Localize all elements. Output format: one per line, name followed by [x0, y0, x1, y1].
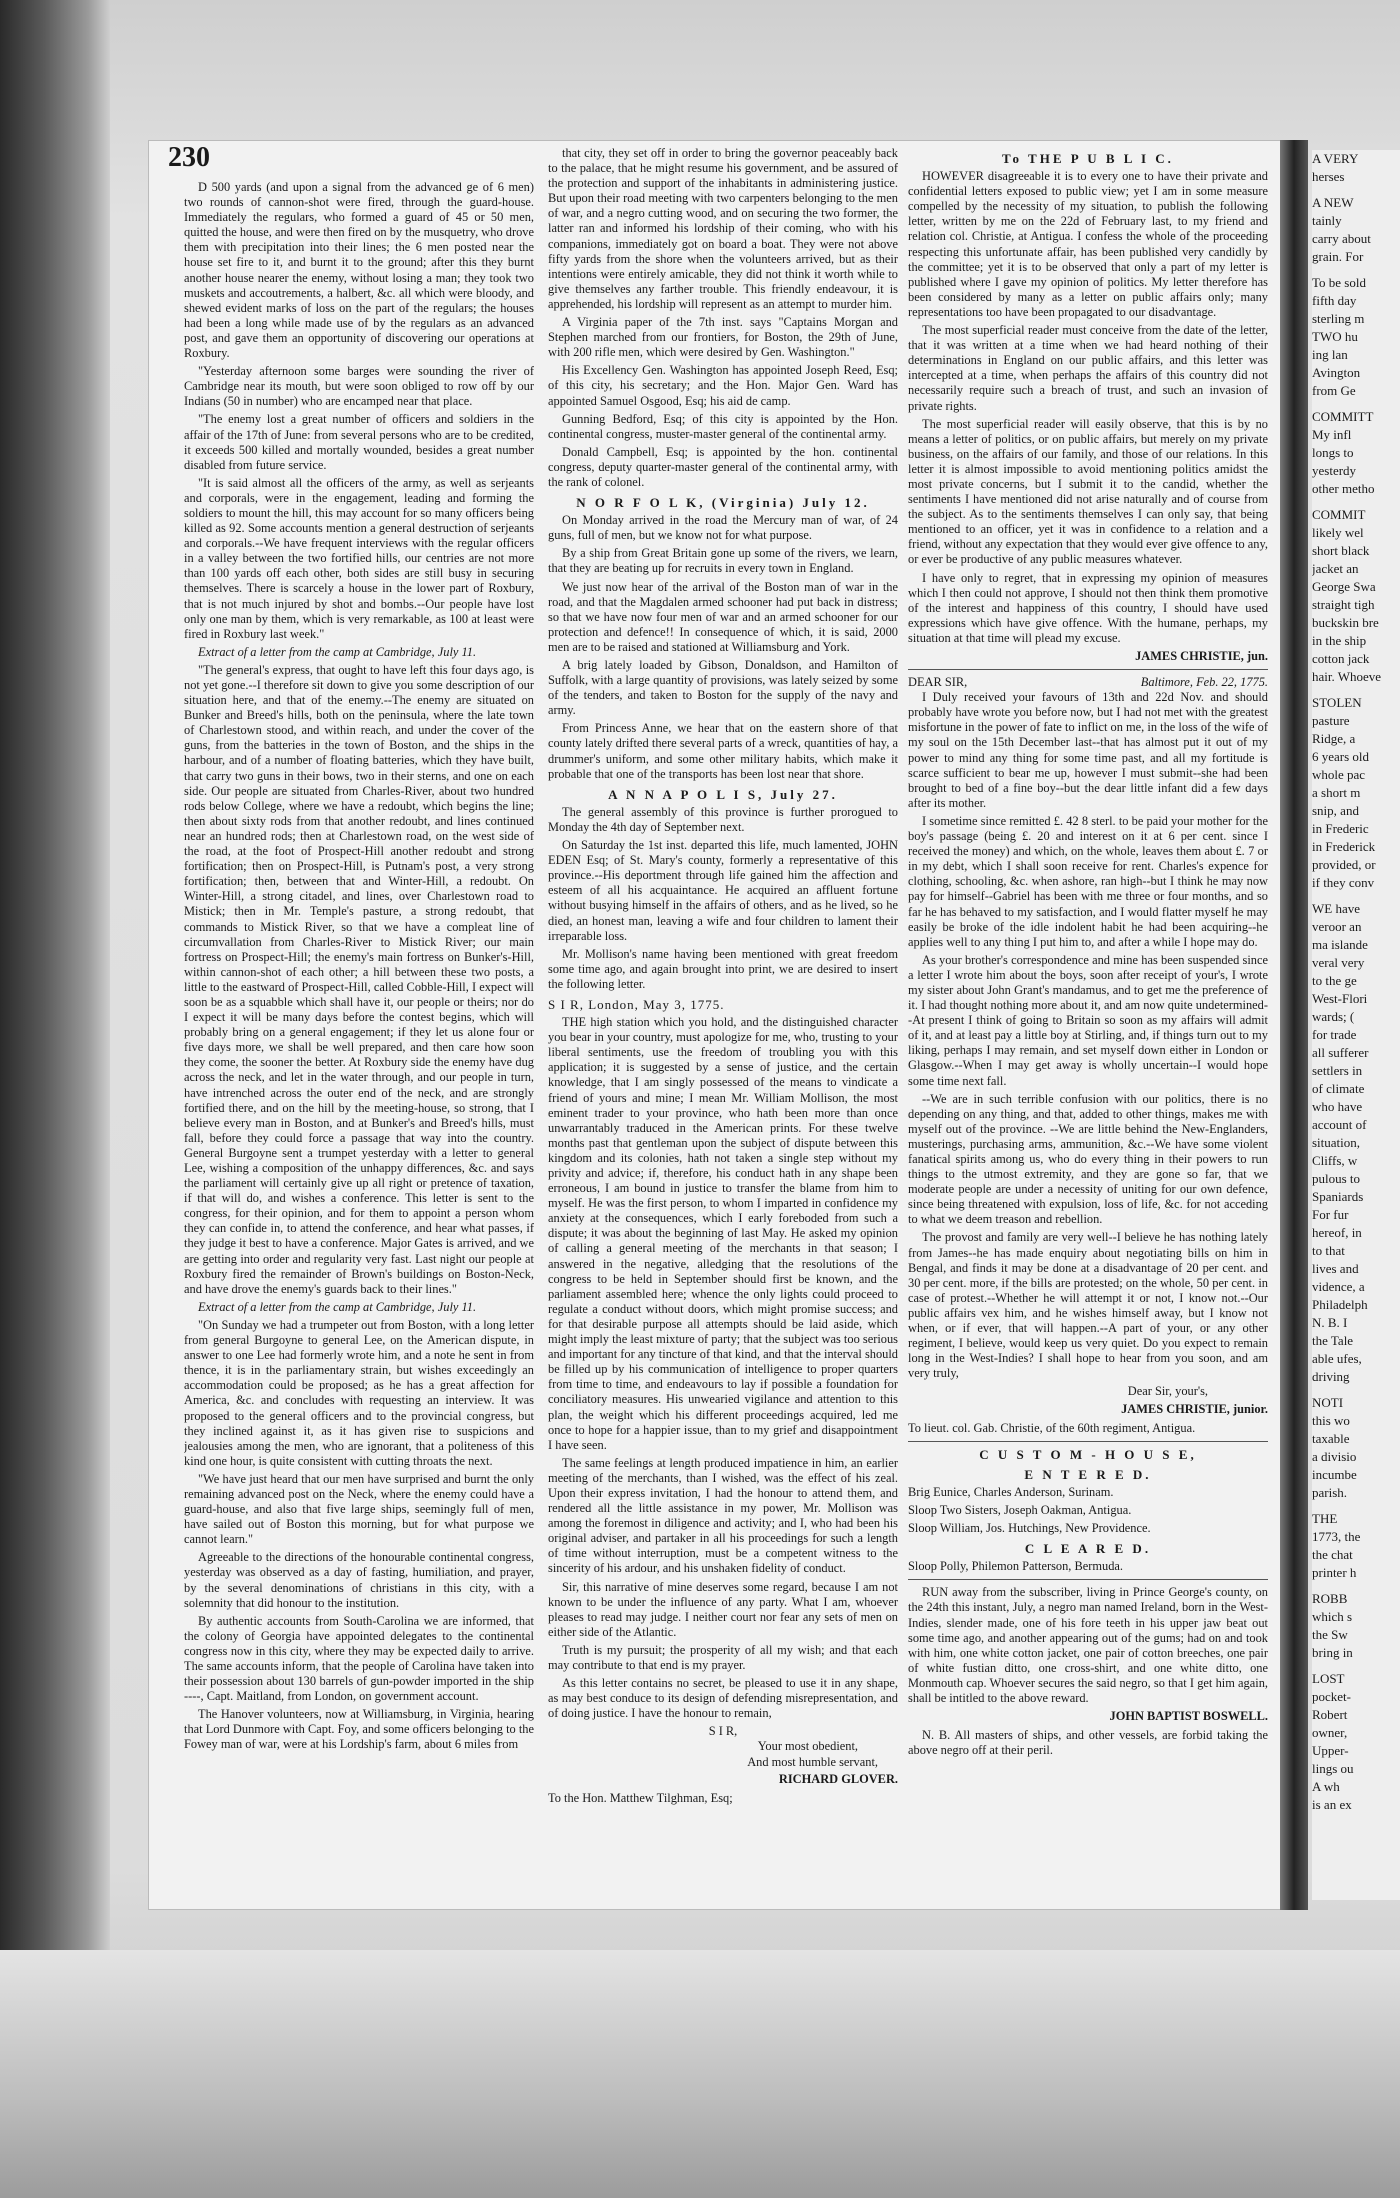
list-item: Brig Eunice, Charles Anderson, Surinam.	[908, 1484, 1114, 1499]
edge-fragment: vidence, a	[1312, 1279, 1365, 1294]
cleared-heading: C L E A R E D.	[1024, 1541, 1152, 1557]
paragraph: On Saturday the 1st inst. departed this life, much lamented, JOHN EDEN Esq; of St. Mary's county, formerly a representative of this province.--His deportment through life gained him the affection and esteem of all his acquaintance. He acquired an affluent fortune without busying himself in the affairs of others, and as he lived, so he died, an honest man, leaving a wife and four children to lament their irreparable loss.	[548, 838, 898, 943]
edge-fragment: 1773, the	[1312, 1529, 1361, 1544]
edge-fragment: a short m	[1312, 785, 1361, 800]
signature: RICHARD GLOVER.	[778, 1771, 898, 1786]
edge-fragment: taxable	[1312, 1431, 1350, 1446]
edge-fragment: in Frederic	[1312, 821, 1369, 836]
edge-fragment: fifth day	[1312, 293, 1357, 308]
paragraph: Truth is my pursuit; the prosperity of all my wish; and that each may contribute to that end is my prayer.	[548, 1642, 898, 1672]
column-3	[908, 146, 1268, 1901]
closing-line: And most humble servant,	[747, 1754, 878, 1769]
edge-fragment: short black	[1312, 543, 1370, 558]
paragraph: HOWEVER disagreeable it is to every one to have their private and confidential letters exposed to public view; yet I am in some measure compelled by the necessity of my situation, to publish the following letter, written by me on the 22d of February last, to my friend and relation col. Christie, at Antigua. I confess the whole of the proceeding respecting this unfortunate affair, has been published very candidly by the committee; yet it is to be observed that only a part of my letter is published where I gave my opinion of politics. My letter therefore has been considered by many as a letter on public affairs only; many representations too have been propagated to our disadvantage.	[908, 169, 1268, 319]
edge-fragment: ing lan	[1312, 347, 1348, 362]
paragraph: Mr. Mollison's name having been mentioned with great freedom some time ago, and again brought into print, we are desired to insert the following letter.	[548, 946, 898, 991]
book-spine-shadow	[0, 0, 110, 2198]
edge-fragment: whole pac	[1312, 767, 1366, 782]
edge-fragment: situation,	[1312, 1135, 1361, 1150]
edge-fragment	[1312, 400, 1400, 408]
edge-fragment: longs to	[1312, 445, 1354, 460]
paragraph: Sir, this narrative of mine deserves some regard, because I am not known to be under the influence of any party. What I am, whoever pleases to read may judge. I neither court nor fear any sets of men on either side of the Atlantic.	[548, 1579, 898, 1639]
to-the-public-heading: To THE P U B L I C.	[1002, 151, 1174, 166]
edge-fragment: lives and	[1312, 1261, 1359, 1276]
edge-fragment: the chat	[1312, 1547, 1353, 1562]
edge-fragment: jacket an	[1312, 561, 1359, 576]
edge-fragment: from Ge	[1312, 383, 1356, 398]
edge-fragment: yesterdy	[1312, 463, 1357, 478]
column-2	[548, 146, 898, 1901]
edge-fragment: THE	[1312, 1511, 1338, 1526]
paragraph: Donald Campbell, Esq; is appointed by the hon. continental congress, deputy quarter-master general of the continental army, with the rank of colonel.	[548, 444, 898, 489]
dateline-norfolk: N O R F O L K, (Virginia) July 12.	[576, 495, 870, 511]
edge-fragment: My infl	[1312, 427, 1352, 442]
paragraph: I have only to regret, that in expressing my opinion of measures which I then could not approve, I should not then think them promotive of the interest and happiness of this country, I should have used expressions which have give offence. With the humane, perhaps, my situation at that time will plead my excuse.	[908, 570, 1268, 645]
paragraph: By a ship from Great Britain gone up some of the rivers, we learn, that they are beating up for recruits in every town in England.	[548, 546, 898, 576]
edge-fragment: all sufferer	[1312, 1045, 1369, 1060]
edge-fragment: Upper-	[1312, 1743, 1349, 1758]
edge-fragment: likely wel	[1312, 525, 1364, 540]
salutation: DEAR SIR,	[908, 675, 968, 690]
edge-fragment: ma islande	[1312, 937, 1368, 952]
edge-fragment	[1312, 1582, 1400, 1590]
edge-fragment: hereof, in	[1312, 1225, 1362, 1240]
runaway-advertisement: RUN away from the subscriber, living in Prince George's county, on the 24th this instant, July, a negro man named Ireland, born in the West-Indies, slender made, one of his fore teeth in his upper jaw beat out some time ago, and another appearing out of the gums; had on and took with him, one white cotton jacket, one pair of cotton breeches, one pair of white fustian ditto, one cross-shirt, and one white ditto, one Monmouth cap. Whoever secures the said negro, so that I get him again, shall be intitled to the above reward.	[908, 1585, 1268, 1705]
paragraph: that city, they set off in order to bring the governor peaceably back to the palace, that he might resume his government, and be assured of the protection and support of the inhabitants in administering justice. But upon their road meeting with two carpenters belonging to the men of war, and a negro cutting wood, and on securing the two former, the latter ran and informed his lordship of their coming, who with his companions, immediately got on board a boat. They were not above fifty yards from the shore when the volunteers arrived, but as their intentions were entirely amicable, they did not think it worth while to give themselves any farther trouble. This friendly endeavour, it is apprehended, his lordship will represent as an attempt to murder him.	[548, 146, 898, 311]
edge-fragment: this wo	[1312, 1413, 1350, 1428]
edge-fragment: A NEW	[1312, 195, 1354, 210]
edge-fragment: the Tale	[1312, 1333, 1354, 1348]
newspaper-page	[148, 140, 1308, 1910]
edge-fragment: printer h	[1312, 1565, 1357, 1580]
edge-fragment	[1312, 686, 1400, 694]
column-1	[184, 180, 534, 1900]
paragraph: The Hanover volunteers, now at Williamsburg, in Virginia, hearing that Lord Dunmore with Capt. Foy, and some officers belonging to the Fowey man of war, were at his Lordship's farm, about 6 miles from	[184, 1707, 534, 1752]
edge-fragment: parish.	[1312, 1485, 1348, 1500]
page-gutter	[1280, 140, 1308, 1910]
edge-fragment: other metho	[1312, 481, 1375, 496]
edge-fragment: hair. Whoeve	[1312, 669, 1382, 684]
paragraph: "On Sunday we had a trumpeter out from Boston, with a long letter from general Burgoyne to general Lee, on the American dispute, in answer to one Lee had formerly wrote him, and a note he sent in from thence, it is in the parliamentary strain, but wishes exceedingly an accommodation could be proposed; as he has a great affection for America, &c. and concludes with requesting an interview. It was proposed to the general officers and to the provincial congress, but they inclined against it, as it has given rise to suspicions and jealousies among the men, who are ignorant, that a politeness of this kind one hour, is quite consistent with cutting throats the next.	[184, 1317, 534, 1468]
edge-fragment: NOTI	[1312, 1395, 1344, 1410]
col1-paragraphs	[184, 180, 534, 642]
edge-fragment: George Swa	[1312, 579, 1376, 594]
edge-fragment	[1312, 266, 1400, 274]
edge-fragment: veroor an	[1312, 919, 1362, 934]
paragraph: On Monday arrived in the road the Mercury man of war, of 24 guns, full of men, but we know not for what purpose.	[548, 513, 898, 543]
paragraph: "The general's express, that ought to have left this four days ago, is not yet gone.--I therefore sit down to give you some description of our situation here, and that of the enemy.--The enemy are situated on Bunker and Breed's hills, both on the peninsula, where the late town of Charlestown stood, and within reach, and under the cover of the guns, from the batteries in the town of Boston, and the ships in the harbour, and of a number of floating batteries, which they have built, that carry two guns in their bows, two in their sterns, and one on each side. Our people are situated from Charles-River, about two hundred rods below College, where we have a redoubt, which begins the line; then about sixty rods from that another redoubt, and lines continued near an hundred rods; then at Charlestown road, on the west side of the road, at the foot of Prospect-Hill another redoubt and strong fortification; then on Prospect-Hill, is Putnam's post, a very strong fortification; then, between that and Winter-Hill, a redoubt. On Winter-Hill, a strong citadel, and lines, over Charlestown road to Mistick; then in Mr. Temple's pasture, a strong redoubt, that commands to Mistick River, so that we have a compleat line of circumvallation from Charles-River to Mistick River; our main fortress on Prospect-Hill; the enemy's main fortress on Bunker's-Hill, within cannon-shot of each other; a hill between these two posts, a little to the eastward of Prospect-Hill, called Cobble-Hill, I expect will soon be as a squabble which shall have it, our people or theirs; nor do I expect it will be many days before the contest begins, which will probably bring on a general engagement; if they let us alone four or five days more, we shall be well prepared, and then care how soon they come, the sooner the better. At Roxbury side the enemy have dug across the neck, and let in the water through, and our people in turn, have intrenched across the outer end of the neck, and are strongly fortified there, and on the hill by the meeting-house, so strong, that I believe every man in Boston, and at Bunker's and Breed's hills, must fall, before they could force a passage that way into the country. General Burgoyne sent a trumpet yesterday with a letter to general Lee, wishing a composition of the unhappy differences, &c. and says the parliament will certainly give up all right or pretence of taxation, if that will do, and wishes a conference. This letter is sent to the congress, for their opinion, and for them to appoint a person whom they can confide in, to attend the conference, and hear what passes, if they judge it best to have a conference. Major Gates is arrived, and we are getting into order and regularity very fast. Last night our people at Roxbury fired the remainder of Brown's buildings on Boston-Neck, and have drove the enemy's guards back to their lines."	[184, 662, 534, 1296]
addressee: To the Hon. Matthew Tilghman, Esq;	[548, 1790, 733, 1805]
paragraph: "We have just heard that our men have surprised and burnt the only remaining advanced post on the Neck, where the enemy could have a guard-house, and also that five large ships, seemingly full of men, have sailed out of Boston this morning, but for what purpose we cannot learn."	[184, 1471, 534, 1547]
edge-fragment	[1312, 1662, 1400, 1670]
edge-fragment: of climate	[1312, 1081, 1365, 1096]
edge-fragment: grain. For	[1312, 249, 1364, 264]
paragraph: His Excellency Gen. Washington has appointed Joseph Reed, Esq; of this city, his secretary; and the Hon. Major Gen. Ward has appointed Samuel Osgood, Esq; his aid de camp.	[548, 363, 898, 408]
edge-fragment: veral very	[1312, 955, 1365, 970]
edge-fragment: for trade	[1312, 1027, 1357, 1042]
letter-salutation	[908, 675, 1268, 690]
letter-date: Baltimore, Feb. 22, 1775.	[1140, 675, 1268, 690]
paragraph: "The enemy lost a great number of officers and soldiers in the affair of the 17th of June: from several persons who are to be credited, it exceeds 500 killed and mortally wounded, besides a great number disabled from future service.	[184, 412, 534, 472]
edge-fragment: For fur	[1312, 1207, 1349, 1222]
edge-fragment: is an ex	[1312, 1797, 1352, 1812]
paragraph: N. B. All masters of ships, and other vessels, are forbid taking the above negro off at their peril.	[908, 1728, 1268, 1758]
edge-fragment: to that	[1312, 1243, 1345, 1258]
edge-fragment: ROBB	[1312, 1591, 1348, 1606]
closing-sir: S I R,	[708, 1724, 738, 1739]
edge-fragment: pasture	[1312, 713, 1350, 728]
dateline-annapolis: A N N A P O L I S, July 27.	[608, 786, 838, 802]
edge-fragment: buckskin bre	[1312, 615, 1379, 630]
edge-fragment	[1312, 1502, 1400, 1510]
edge-fragment: A VERY	[1312, 151, 1359, 166]
edge-fragment: COMMIT	[1312, 507, 1366, 522]
signature: JOHN BAPTIST BOSWELL.	[1109, 1709, 1268, 1724]
paragraph: "It is said almost all the officers of the army, as well as serjeants and corporals, were in the engagement, leading and forming the soldiers to mount the hill, this may account for so many officers being killed as 92. Some accounts mention a general destruction of serjeants and corporals.--We have frequent interviews with the regular officers in a valley between the two fortified hills, our centries are not more than 100 yards off each other, both sides are still busy in securing themselves. There is scarcely a house in the lower part of Roxbury, that is not much injured by shot and bombs.--Our people have lost only one man by them, which is very remarkable, as 100 at least were fired in Roxbury last week."	[184, 475, 534, 641]
edge-fragment: account of	[1312, 1117, 1367, 1132]
edge-fragment: Spaniards	[1312, 1189, 1364, 1204]
list-item: Sloop Polly, Philemon Patterson, Bermuda.	[908, 1559, 1123, 1574]
closing-line: Your most obedient,	[757, 1739, 858, 1754]
paragraph: I Duly received your favours of 13th and 22d Nov. and should probably have wrote you before now, but I had not met with the greatest misfortune in the power of fate to inflict on me, in the loss of the wife of my soul on the 15th December last--that has almost put it out of my power to mind any thing for some time past, and all my fortitude is scarce sufficient to bear me up, however I must submit--she had been brought to bed of a fine boy--but the dear little infant did a few days after its mother.	[908, 690, 1268, 810]
adjacent-page-edge	[1312, 150, 1400, 1900]
divider	[908, 669, 1268, 670]
edge-fragment: in Frederick	[1312, 839, 1376, 854]
edge-fragment: West-Flori	[1312, 991, 1368, 1006]
edge-fragment: if they conv	[1312, 875, 1375, 890]
edge-fragment: driving	[1312, 1369, 1350, 1384]
edge-fragment: a divisio	[1312, 1449, 1357, 1464]
extract-heading: Extract of a letter from the camp at Cambridge, July 11.	[198, 1299, 477, 1314]
edge-fragment: pocket-	[1312, 1689, 1351, 1704]
paragraph: I sometime since remitted £. 42 8 sterl. to be paid your mother for the boy's passage (being £. 20 and interest on it at 6 per cent. since I received the money) and which, on the whole, leaves them about £. 7 or in my debt, which I shall soon receive for rent. Charles's expence for clothing, schooling, &c. when ashore, ran high--but I think he may now pay for himself--Gabriel has been with me three or four months, and so far he has behaved to my satisfaction, and I would flatter myself he may easily be broke of the idle indolent habit he had been acquiring--he applies well to any thing I put him to, and after a while I hope may do.	[908, 813, 1268, 949]
edge-fragment: incumbe	[1312, 1467, 1357, 1482]
entered-list	[908, 1485, 1268, 1536]
edge-fragment: who have	[1312, 1099, 1363, 1114]
edge-fragment: in the ship	[1312, 633, 1367, 648]
edge-fragment: WE have	[1312, 901, 1361, 916]
edge-fragment	[1312, 498, 1400, 506]
edge-fragment: wards; (	[1312, 1009, 1355, 1024]
paragraph: We just now hear of the arrival of the Boston man of war in the road, and that the Magdalen armed schooner had put back in distress; so that we have now four men of war and an armed schooner for our protection and defence!! In consequence of which, it is said, 2000 men are to be raised and stationed at Williamsburg and York.	[548, 579, 898, 654]
edge-fragment: tainly	[1312, 213, 1342, 228]
paragraph: The most superficial reader must conceive from the date of the letter, that it was written at a time when we had heard nothing of their determinations in England on our public affairs, and this letter was intercepted at a time, when perhaps the affairs of this country did not necessarily require such a breach of trust, and such an invasion of private rights.	[908, 323, 1268, 413]
signature: JAMES CHRISTIE, junior.	[1121, 1401, 1268, 1416]
edge-fragment: settlers in	[1312, 1063, 1363, 1078]
edge-fragment: to the ge	[1312, 973, 1357, 988]
paragraph: As this letter contains no secret, be pleased to use it in any shape, as may best conduce to its design of defending misrepresentation, and of doing justice. I have the honour to remain,	[548, 1676, 898, 1721]
extract-heading: Extract of a letter from the camp at Cambridge, July 11.	[198, 644, 477, 659]
paragraph: As your brother's correspondence and mine has been suspended since a letter I wrote him about the boys, soon after receipt of your's, I wrote my sister about John Grant's mandamus, and to get me the preference of it. I had thought nothing more about it, and am now quite undetermined--At present I think of going to Britain so soon as my affairs will admit of it, and at least pay a little boy at Stirling, and, if things turn out to my liking, perhaps I may remain, and set myself down either in London or Glasgow.--When I may get away is wholly uncertain--I would hope some time next fall.	[908, 952, 1268, 1088]
edge-fragment: sterling m	[1312, 311, 1365, 326]
paragraph: The provost and family are very well--I believe he has nothing lately from James--he has made enquiry about negotiating bills on him in Bengal, and finds it may be done at a disadvantage of 20 per cent. and 30 per cent. more, if the bills are protested; on the whole, 50 per cent. in case of protest.--Whether he will attempt it or not, I know not.--Our public affairs vex him, and he wishes himself away, but I know not when, or if ever, that will happen.--A part of your, or any other regiment, I believe, would keep us very quiet. Do you expect to remain long in the West-Indies? I shall hope to hear from you soon, and am very truly,	[908, 1230, 1268, 1381]
paragraph: "Yesterday afternoon some barges were sounding the river of Cambridge near its mouth, but were soon obliged to row off by our Indians (50 in number) who are encamped near that place.	[184, 364, 534, 409]
edge-fragment: A wh	[1312, 1779, 1340, 1794]
edge-fragment: Ridge, a	[1312, 731, 1356, 746]
edge-fragment: LOST	[1312, 1671, 1345, 1686]
edge-fragment: provided, or	[1312, 857, 1376, 872]
custom-house-heading: C U S T O M - H O U S E,	[979, 1446, 1197, 1462]
page-number: 230	[168, 142, 210, 173]
edge-fragment: STOLEN	[1312, 695, 1362, 710]
edge-fragment: COMMITT	[1312, 409, 1374, 424]
edge-fragment: the Sw	[1312, 1627, 1348, 1642]
edge-fragment: herses	[1312, 169, 1345, 184]
edge-fragment	[1312, 892, 1400, 900]
edge-fragment: Philadelph	[1312, 1297, 1368, 1312]
edge-fragment: Cliffs, w	[1312, 1153, 1358, 1168]
cleared-list	[908, 1559, 1268, 1574]
paragraph: From Princess Anne, we hear that on the eastern shore of that county lately drifted there several parts of a wreck, quantities of hay, a drummer's uniform, and some other military habits, which make it probable that one of the transports has been lost near that shore.	[548, 721, 898, 781]
edge-fragment	[1312, 186, 1400, 194]
paragraph: By authentic accounts from South-Carolina we are informed, that the colony of Georgia have appointed delegates to the continental congress now in this city, where they may be expected daily to arrive. The same accounts inform, that the people of Carolina have taken into their possession about 130 barrels of gun-powder imported in the ship ----, Capt. Maitland, from London, on government account.	[184, 1613, 534, 1704]
edge-fragment: pulous to	[1312, 1171, 1361, 1186]
paragraph: D 500 yards (and upon a signal from the advanced ge of 6 men) two rounds of cannon-shot were fired, through the guard-house. Immediately the regulars, who formed a guard of 45 or 50 men, quitted the house, and were then fired on by the musquetry, who drove them with precipitation into their lines; the 6 men posted near the house set fire to it, and burnt it to the ground; after this they burnt another house nearer the enemy, without losing a man; they took two muskets and accoutrements, a halbert, &c. all which were bloody, and shewed evident marks of loss on the part of the regulars; the houses had been a long while made use of by the regulars as an advanced post, and gave them an opportunity of discovering our operations at Roxbury.	[184, 180, 534, 361]
divider	[908, 1579, 1268, 1580]
edge-fragment: TWO hu	[1312, 329, 1358, 344]
paragraph: A Virginia paper of the 7th inst. says "Captains Morgan and Stephen marched from our frontiers, for Boston, the 29th of June, with 200 rifle men, which were desired by Gen. Washington."	[548, 315, 898, 360]
edge-fragment: bring in	[1312, 1645, 1353, 1660]
paragraph: A brig lately loaded by Gibson, Donaldson, and Hamilton of Suffolk, with a large quantity of provisions, was lately seized by some of the tenders, and taken to Boston for the supply of the navy and army.	[548, 658, 898, 718]
addressee: To lieut. col. Gab. Christie, of the 60th regiment, Antigua.	[908, 1420, 1196, 1435]
edge-fragment: N. B. I	[1312, 1315, 1348, 1330]
scan-bottom-band	[0, 1950, 1400, 2198]
divider	[908, 1441, 1268, 1442]
edge-fragment: carry about	[1312, 231, 1371, 246]
paragraph: Gunning Bedford, Esq; of this city is appointed by the Hon. continental congress, muster-master general of the continental army.	[548, 411, 898, 441]
entered-heading: E N T E R E D.	[1024, 1466, 1152, 1482]
closing-line: Dear Sir, your's,	[1127, 1384, 1208, 1399]
paragraph: --We are in such terrible confusion with our politics, there is no depending on any thing, and that, added to other things, makes me with myself out of the province. --We are little behind the New-Englanders, musterings, purchasing arms, ammunition, &c.--We have some violent fanatical spirits among us, who do every thing in their powers to run things to the utmost extremity, and they are gone so far, that we moderate people are under a necessity of uniting for our own defence, since being threatened with expulsion, loss of life, &c. for not acceding to what we deem treason and rebellion.	[908, 1091, 1268, 1227]
signature: JAMES CHRISTIE, jun.	[1135, 649, 1268, 663]
edge-fragment: cotton jack	[1312, 651, 1370, 666]
edge-fragment: able ufes,	[1312, 1351, 1362, 1366]
edge-fragment: lings ou	[1312, 1761, 1354, 1776]
paragraph: Agreeable to the directions of the honourable continental congress, yesterday was observed as a day of fasting, humiliation, and prayer, by the several denominations of christians in this city, with a solemnity that did honour to the institution.	[184, 1550, 534, 1610]
edge-fragment: which s	[1312, 1609, 1353, 1624]
edge-fragment	[1312, 1386, 1400, 1394]
letter-dateline: S I R, London, May 3, 1775.	[548, 996, 725, 1012]
list-item: Sloop William, Jos. Hutchings, New Providence.	[908, 1521, 1151, 1536]
paragraph: The same feelings at length produced impatience in him, an earlier meeting of the merchants, than I wished, was the effect of his zeal. Upon their express invitation, I had the honour to attend them, and rendered all the little assistance in my power, Mr. Mollison was among the foremost in diligence and activity; and I, who had been his original adviser, and partaker in all his proceedings for such a length of time without interruption, must be a competent witness to the sincerity of his ardour, and his unshaken fidelity of conduct.	[548, 1455, 898, 1576]
edge-fragment: owner,	[1312, 1725, 1348, 1740]
edge-fragment: Robert	[1312, 1707, 1348, 1722]
paragraph: THE high station which you hold, and the distinguished character you bear in your country, must apologize for me, who, trusting to your liberal sentiments, use the freedom of troubling you with this application; it is suggested by a sense of justice, and the certain knowledge, that I am singly possessed of the means to vindicate a friend of yours and mine; I mean Mr. William Mollison, the most eminent trader to your province, who hath been more than once unwarrantably traduced in the American prints. For these twelve months past that gentleman upon the subject of dispute between this kingdom and its colonies, hath not taken a single step without my privity and advice; if, therefore, his conduct hath in any shape been erroneous, I am bound in justice to transfer the blame from him to myself. He was the first person, to whom I imparted in confidence my anxiety at the consequences, which I early foreboded from such a dispute; it was about the beginning of last May. He asked my opinion of calling a general meeting of the merchants in that season; I answered in the negative, alledging that the resolutions of the congress to be held in September should first be known, and the parliament assembled here; whence the only lights could proceed to regulate a conduct without doors, which might promise success; and for that desirable purpose all attempts should be laid aside, which might imply the least mixture of party; that the subject was too serious and important for any tincture of that kind, and that the interval should be filled up by his communication of intelligence to proper quarters from time to time, and endeavours to lay if possible a foundation for conciliatory measures. His unwearied vigilance and attention to this plan, the weight which his different proceedings acquired, led me once to hope for a happier issue, than to my grief and disappointment I have seen.	[548, 1015, 898, 1452]
edge-fragment: snip, and	[1312, 803, 1359, 818]
edge-fragment: 6 years old	[1312, 749, 1370, 764]
edge-fragment: Avington	[1312, 365, 1361, 380]
edge-fragment: straight tigh	[1312, 597, 1375, 612]
paragraph: The most superficial reader will easily observe, that this is by no means a letter of politics, or on public affairs, but merely on my private business, on the affairs of our family, and those of our relations. In this letter it is almost impossible to avoid mentioning politics amidst the most private concerns, but I submit it to the candid, whether the sentiments I have mentioned did not arise naturally and of course from the subject. As to the sentiments themselves I can only say, that being mentioned to an officer, yet it was in confidence to a relation and a friend, without any expectation that they would ever give offence to any, or ever be productive of any public measures whatever.	[908, 416, 1268, 567]
list-item: Sloop Two Sisters, Joseph Oakman, Antigua.	[908, 1502, 1132, 1517]
paragraph: The general assembly of this province is further prorogued to Monday the 4th day of September next.	[548, 804, 898, 834]
edge-fragment: To be sold	[1312, 275, 1366, 290]
